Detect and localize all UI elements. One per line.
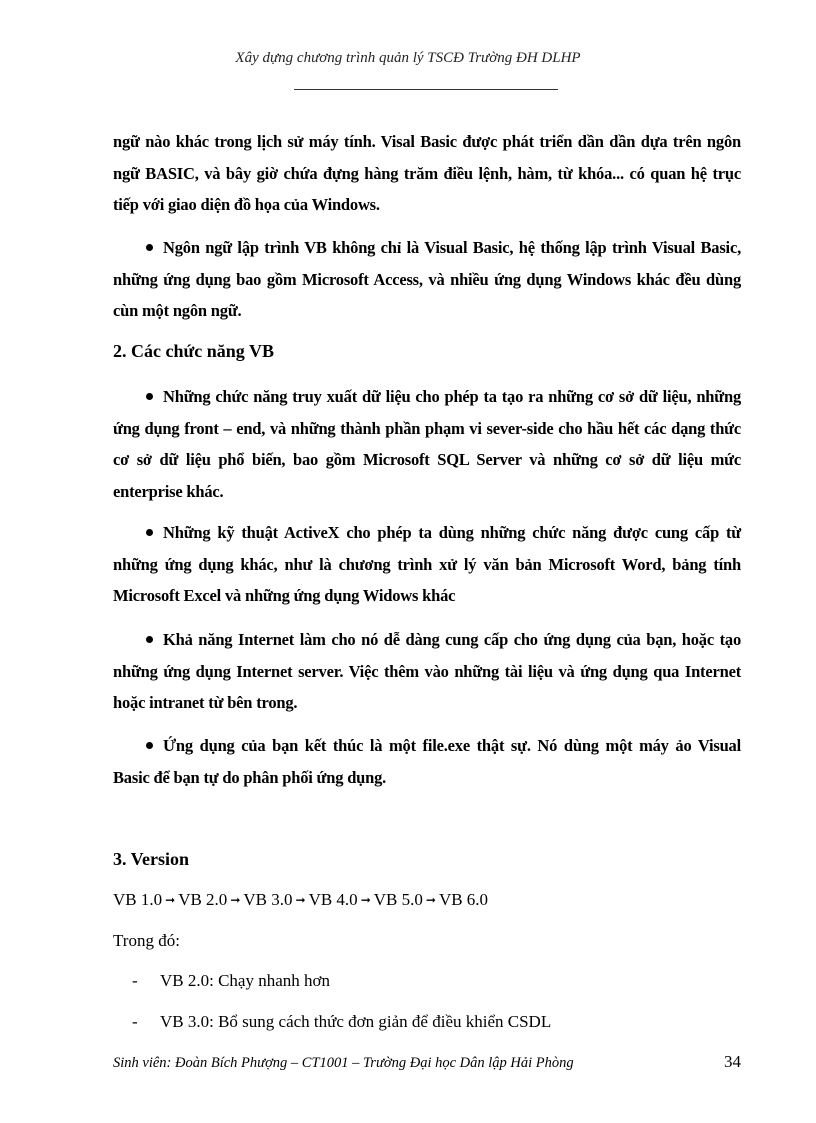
bullet-paragraph bbox=[113, 624, 741, 719]
intro-paragraph bbox=[113, 126, 741, 221]
bullet-dot-icon bbox=[146, 636, 153, 643]
bullet-paragraph bbox=[113, 730, 741, 793]
text-line: tiếp với giao diện đồ họa của Windows. bbox=[113, 195, 380, 214]
dash-marker: - bbox=[132, 1012, 138, 1031]
text-line: cùn một ngôn ngữ. bbox=[113, 301, 242, 320]
section-heading: 2. Các chức năng VB bbox=[113, 341, 274, 361]
arrow-right-icon: ➞ bbox=[425, 893, 436, 907]
running-header: Xây dựng chương trình quản lý TSCĐ Trường ĐH DLHP bbox=[235, 50, 581, 66]
section-heading: 3. Version bbox=[113, 849, 190, 869]
text-line: enterprise khác. bbox=[113, 481, 224, 501]
text-line: cơ sở dữ liệu phổ biến, bao gồm Microsoft SQL Server và những cơ sở dữ liệu mức bbox=[113, 450, 741, 469]
version-label: VB 3.0 bbox=[243, 890, 293, 909]
bullet-paragraph bbox=[113, 517, 741, 612]
bullet-paragraph bbox=[113, 232, 741, 327]
bullet-paragraph bbox=[113, 381, 741, 507]
bullet-dot-icon bbox=[146, 393, 153, 400]
text-line: ứng dụng front – end, và những thành phần phạm vi sever-side cho hầu hết các dạng thức bbox=[113, 418, 741, 438]
arrow-right-icon: ➞ bbox=[165, 893, 176, 907]
text-line: Những chức năng truy xuất dữ liệu cho phép ta tạo ra những cơ sở dữ liệu, những bbox=[163, 387, 741, 406]
text-line: ngữ nào khác trong lịch sử máy tính. Visal Basic được phát triển dần dần dựa trên ngôn bbox=[113, 132, 741, 151]
list-intro: Trong đó: bbox=[113, 931, 180, 950]
list-item bbox=[132, 1012, 551, 1032]
arrow-right-icon: ➞ bbox=[230, 893, 241, 907]
arrow-right-icon: ➞ bbox=[295, 893, 306, 907]
version-label: VB 2.0 bbox=[178, 890, 228, 909]
dash-marker: - bbox=[132, 971, 138, 990]
bullet-dot-icon bbox=[146, 529, 153, 536]
text-line: hoặc intranet từ bên trong. bbox=[113, 693, 298, 712]
text-line: những ứng dụng khác, như là chương trình xử lý văn bản Microsoft Word, bảng tính bbox=[113, 554, 741, 574]
version-label: VB 5.0 bbox=[373, 890, 423, 909]
text-line: Microsoft Excel và những ứng dụng Widows khác bbox=[113, 586, 456, 605]
list-item-text: VB 2.0: Chạy nhanh hơn bbox=[160, 971, 331, 990]
version-label: VB 1.0 bbox=[113, 890, 163, 909]
header-rule bbox=[294, 89, 558, 90]
bullet-dot-icon bbox=[146, 244, 153, 251]
version-label: VB 4.0 bbox=[308, 890, 358, 909]
text-line: Ngôn ngữ lập trình VB không chỉ là Visual Basic, hệ thống lập trình Visual Basic, bbox=[163, 238, 741, 257]
text-line: Những kỹ thuật ActiveX cho phép ta dùng những chức năng được cung cấp từ bbox=[163, 523, 741, 542]
page-number: 34 bbox=[724, 1052, 741, 1071]
page-footer: Sinh viên: Đoàn Bích Phượng – CT1001 – Trường Đại học Dân lập Hải Phòng bbox=[113, 1055, 574, 1071]
text-line: ngữ BASIC, và bây giờ chứa đựng hàng trăm điều lệnh, hàm, từ khóa... có quan hệ trục bbox=[113, 163, 741, 183]
text-line: Basic để bạn tự do phân phối ứng dụng. bbox=[113, 767, 387, 787]
text-line: Khả năng Internet làm cho nó dễ dàng cung cấp cho ứng dụng của bạn, hoặc tạo bbox=[163, 630, 741, 649]
list-item bbox=[132, 971, 330, 991]
list-item-text: VB 3.0: Bổ sung cách thức đơn giản để điều khiển CSDL bbox=[160, 1012, 552, 1031]
bullet-dot-icon bbox=[146, 742, 153, 749]
text-line: những ứng dụng bao gồm Microsoft Access, và nhiều ứng dụng Windows khác đều dùng bbox=[113, 269, 741, 289]
text-line: Ứng dụng của bạn kết thúc là một file.exe thật sự. Nó dùng một máy ảo Visual bbox=[163, 736, 741, 755]
arrow-right-icon: ➞ bbox=[360, 893, 371, 907]
version-label: VB 6.0 bbox=[438, 890, 489, 909]
text-line: những ứng dụng Internet server. Việc thêm vào những tài liệu và ứng dụng qua Internet bbox=[113, 661, 741, 681]
version-sequence bbox=[113, 890, 488, 910]
